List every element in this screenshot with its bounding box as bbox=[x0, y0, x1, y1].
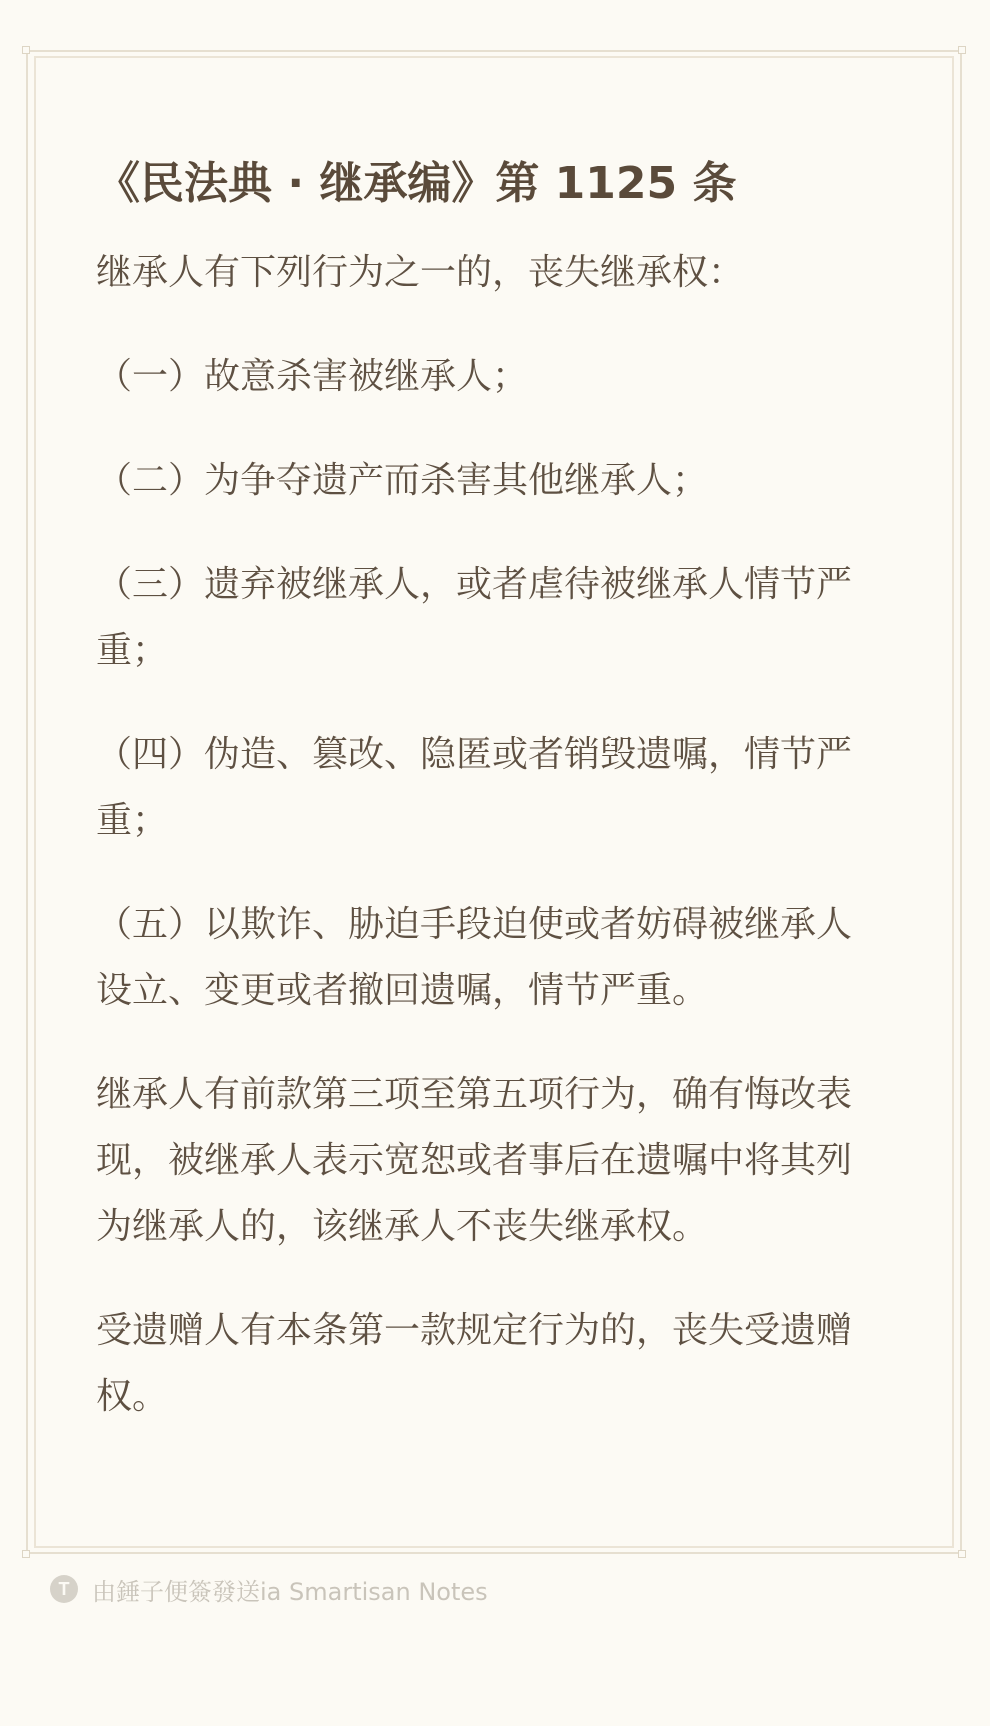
frame-corner-bottom-right bbox=[958, 1550, 966, 1558]
frame-corner-bottom-left bbox=[22, 1550, 30, 1558]
footer-signature bbox=[50, 1572, 488, 1606]
note-paragraph: （二）为争夺遗产而杀害其他继承人； bbox=[96, 460, 709, 501]
note-title: 《民法典 · 继承编》第 1125 条 bbox=[96, 158, 737, 209]
note-paragraph: （三）遗弃被继承人，或者虐待被继承人情节严重； bbox=[96, 564, 853, 671]
footer-text: 由錘子便簽發送ia Smartisan Notes bbox=[92, 1577, 488, 1606]
note-paragraph: 继承人有下列行为之一的，丧失继承权： bbox=[96, 252, 745, 293]
note-paragraph: （五）以欺诈、胁迫手段迫使或者妨碍被继承人设立、变更或者撤回遗嘱，情节严重。 bbox=[96, 904, 853, 1011]
frame-corner-top-right bbox=[958, 46, 966, 54]
note-content bbox=[96, 150, 876, 1468]
note-paragraph: （一）故意杀害被继承人； bbox=[96, 356, 529, 397]
note-paragraph: （四）伪造、篡改、隐匿或者销毁遗嘱，情节严重； bbox=[96, 734, 853, 841]
note-paragraph: 受遗赠人有本条第一款规定行为的，丧失受遗赠权。 bbox=[96, 1310, 853, 1417]
smartisan-t-icon: T bbox=[50, 1575, 78, 1603]
note-paragraph: 继承人有前款第三项至第五项行为，确有悔改表现，被继承人表示宽恕或者事后在遗嘱中将其列为继承人的，该继承人不丧失继承权。 bbox=[96, 1074, 853, 1247]
frame-corner-top-left bbox=[22, 46, 30, 54]
